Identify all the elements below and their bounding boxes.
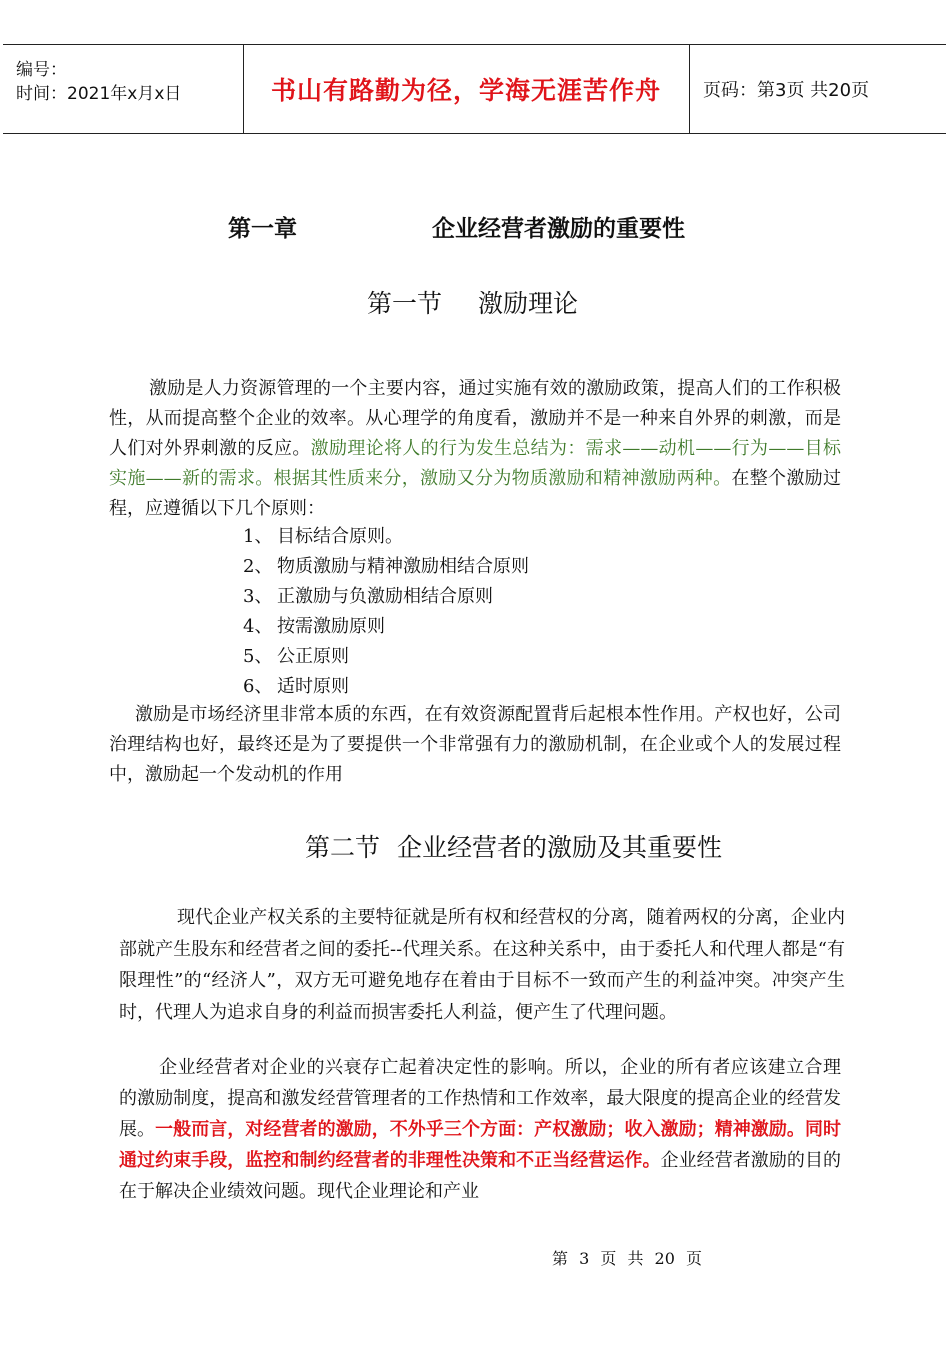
list-item	[243, 552, 529, 582]
document-time-label: 时间：2021年x月x日	[16, 84, 182, 104]
header-page-code: 页码：第3页 共20页	[703, 80, 870, 101]
paragraph-agency-relation: 现代企业产权关系的主要特征就是所有权和经营权的分离，随着两权的分离，企业内部就产生股东和经营者之间的委托--代理关系。在这种关系中，由于委托人和代理人都是“有限理性”的“经济人”，双方无可避免地存在着由于目标不一致而产生的利益冲突。冲突产生时，代理人为追求自身的利益而损害委托人利益，便产生了代理问题。	[119, 907, 845, 1023]
list-item-text: 目标结合原则。	[277, 526, 403, 547]
list-item-text: 适时原则	[277, 676, 349, 697]
footer-page-number: 第 3 页 共 20 页	[552, 1249, 702, 1268]
paragraph-1-highlight: 激励理论将人的行为发生总结为：需求——动机——行为——目标实施——新的需求。根据其性质来分，激励又分为物质激励和精神激励两种。	[109, 438, 842, 489]
page-header	[3, 44, 946, 134]
chapter-number: 第一章	[228, 216, 297, 242]
list-item-number: 6、	[243, 676, 273, 697]
paragraph-1-text-b: 在整个激励过程，应遵循以下几个原则：	[109, 468, 842, 519]
section-1-number: 第一节	[367, 289, 443, 318]
paragraph-4-text-a: 企业经营者对企业的兴衰存亡起着决定性的影响。所以，企业的所有者应该建立合理的激励制度，提高和激发经营管理者的工作热情和工作效率，最大限度的提高企业的经营发展。	[119, 1057, 841, 1140]
list-item-text: 物质激励与精神激励相结合原则	[277, 556, 529, 577]
header-motto-cell	[243, 45, 690, 133]
principles-list	[243, 522, 529, 702]
section-2-number: 第二节	[305, 833, 381, 862]
list-item	[243, 582, 529, 612]
paragraph-1-text-a: 激励是人力资源管理的一个主要内容，通过实施有效的激励政策，提高人们的工作积极性，从而提高整个企业的效率。从心理学的角度看，激励并不是一种来自外界的刺激，而是人们对外界刺激的反应。	[109, 378, 841, 459]
section-2-title: 企业经营者的激励及其重要性	[397, 833, 723, 862]
paragraph-motivation-theory	[109, 374, 841, 524]
list-item	[243, 642, 529, 672]
list-item-number: 3、	[243, 586, 273, 607]
list-item-text: 公正原则	[277, 646, 349, 667]
paragraph-manager-incentive	[119, 1052, 841, 1207]
paragraph-market-economy: 激励是市场经济里非常本质的东西，在有效资源配置背后起根本性作用。产权也好，公司治理结构也好，最终还是为了要提供一个非常强有力的激励机制，在企业或个人的发展过程中，激励起一个发动机的作用	[109, 704, 841, 785]
list-item-number: 2、	[243, 556, 273, 577]
header-info-cell	[3, 45, 244, 133]
chapter-title: 企业经营者激励的重要性	[432, 216, 685, 242]
section-1-title: 激励理论	[478, 289, 579, 318]
list-item-text: 正激励与负激励相结合原则	[277, 586, 493, 607]
list-item	[243, 522, 529, 552]
list-item-number: 5、	[243, 646, 273, 667]
list-item	[243, 612, 529, 642]
document-number-label: 编号：	[16, 60, 67, 80]
list-item	[243, 672, 529, 702]
header-page-cell	[689, 45, 946, 133]
list-item-number: 4、	[243, 616, 273, 637]
header-motto: 书山有路勤为径，学海无涯苦作舟	[270, 76, 661, 105]
list-item-number: 1、	[243, 526, 273, 547]
paragraph-4-text-b: 企业经营者激励的目的在于解决企业绩效问题。现代企业理论和产业	[119, 1150, 842, 1202]
paragraph-4-highlight: 一般而言，对经营者的激励，不外乎三个方面：产权激励；收入激励；精神激励。同时通过约束手段，监控和制约经营者的非理性决策和不正当经营运作。	[119, 1119, 842, 1171]
list-item-text: 按需激励原则	[277, 616, 385, 637]
